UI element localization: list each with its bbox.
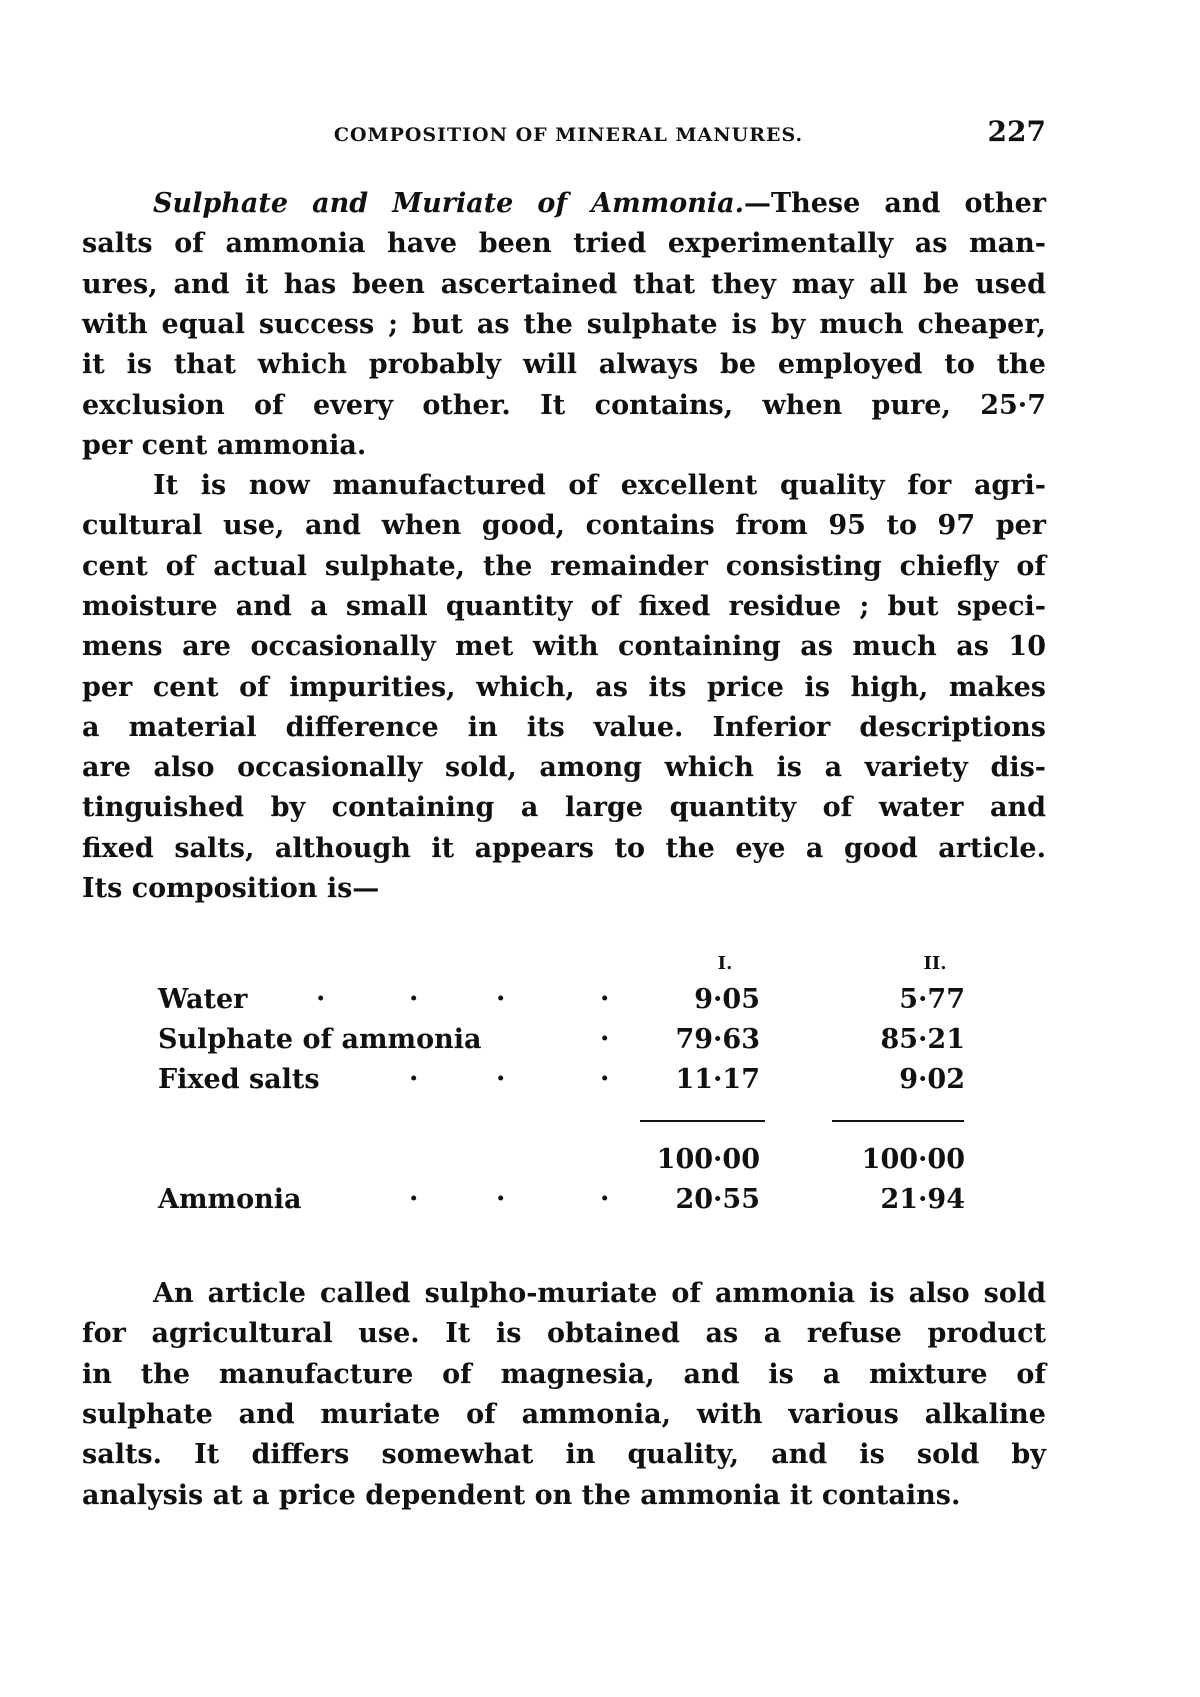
paragraph2-line: moisture and a small quantity of fixed residue ; but speci- [82,590,1046,622]
paragraph1-line: ures, and it has been ascertained that they may all be used [82,268,1046,300]
paragraph2-line: a material difference in its value. Inferior descriptions [82,711,1046,743]
text-span: —These and other [744,188,1046,219]
paragraph1-line [153,184,1046,224]
total-col-2: 100·00 [861,1144,965,1175]
paragraph2-line: Its composition is— [82,873,380,904]
paragraph3-line: for agricultural use. It is obtained as a refuse product [82,1318,1046,1350]
paragraph2-line: mens are occasionally met with containing as much as 10 [82,631,1046,663]
row-label: Ammonia [158,1184,302,1215]
sum-rule [832,1120,964,1122]
value-col-2: 21·94 [880,1184,965,1215]
leader-dot: . [600,976,610,1007]
leader-dot: . [496,1176,506,1207]
paragraph2-line: are also occasionally sold, among which is a variety dis- [82,752,1046,784]
value-col-2: 85·21 [880,1024,965,1055]
row-label: Sulphate of ammonia [158,1024,482,1055]
leader-dot: . [600,1016,610,1047]
paragraph1-line: it is that which probably will always be employed to the [82,349,1046,381]
sum-rule [640,1120,765,1122]
leader-dot: . [409,976,419,1007]
leader-dot: . [600,1176,610,1207]
leader-dot: . [316,976,326,1007]
leader-dot: . [496,976,506,1007]
paragraph1-line: exclusion of every other. It contains, when pure, 25·7 [82,389,1046,421]
paragraph2-line: cent of actual sulphate, the remainder consisting chiefly of [82,550,1046,582]
paragraph2-line: cultural use, and when good, contains from 95 to 97 per [82,510,1046,542]
paragraph3-line: in the manufacture of magnesia, and is a mixture of [82,1358,1046,1390]
leader-dot: . [600,1056,610,1087]
paragraph3-line: salts. It differs somewhat in quality, and is sold by [82,1439,1046,1471]
paragraph1-line: per cent ammonia. [82,429,367,461]
leader-dot: . [496,1056,506,1087]
row-label: Fixed salts [158,1064,320,1095]
row-label: Water [158,984,248,1015]
leader-dot: . [409,1176,419,1207]
value-col-2: 5·77 [899,984,965,1015]
total-col-1: 100·00 [656,1144,760,1175]
page-number: 227 [987,115,1046,148]
paragraph3-line: analysis at a price dependent on the ammonia it contains. [82,1479,961,1511]
paragraph3-line: An article called sulpho-muriate of ammonia is also sold [153,1278,1046,1309]
value-col-1: 11·17 [675,1064,760,1095]
value-col-1: 9·05 [694,984,760,1015]
section-heading: Sulphate and Muriate of Ammonia. [153,188,745,219]
value-col-1: 79·63 [675,1024,760,1055]
value-col-2: 9·02 [899,1064,965,1095]
running-title: COMPOSITION OF MINERAL MANURES. [333,124,804,146]
leader-dot: . [409,1056,419,1087]
paragraph2-line: fixed salts, although it appears to the eye a good article. [82,832,1046,864]
paragraph3-line: sulphate and muriate of ammonia, with various alkaline [82,1398,1046,1430]
paragraph1-line: with equal success ; but as the sulphate is by much cheaper, [82,308,1046,340]
paragraph2-line: tinguished by containing a large quantity of water and [82,792,1046,824]
column-header: II. [923,953,947,974]
column-header: I. [717,953,733,974]
paragraph1-line: salts of ammonia have been tried experimentally as man- [82,228,1046,260]
value-col-1: 20·55 [675,1184,760,1215]
paragraph2-line: per cent of impurities, which, as its price is high, makes [82,671,1046,703]
paragraph2-line: It is now manufactured of excellent quality for agri- [153,470,1046,501]
